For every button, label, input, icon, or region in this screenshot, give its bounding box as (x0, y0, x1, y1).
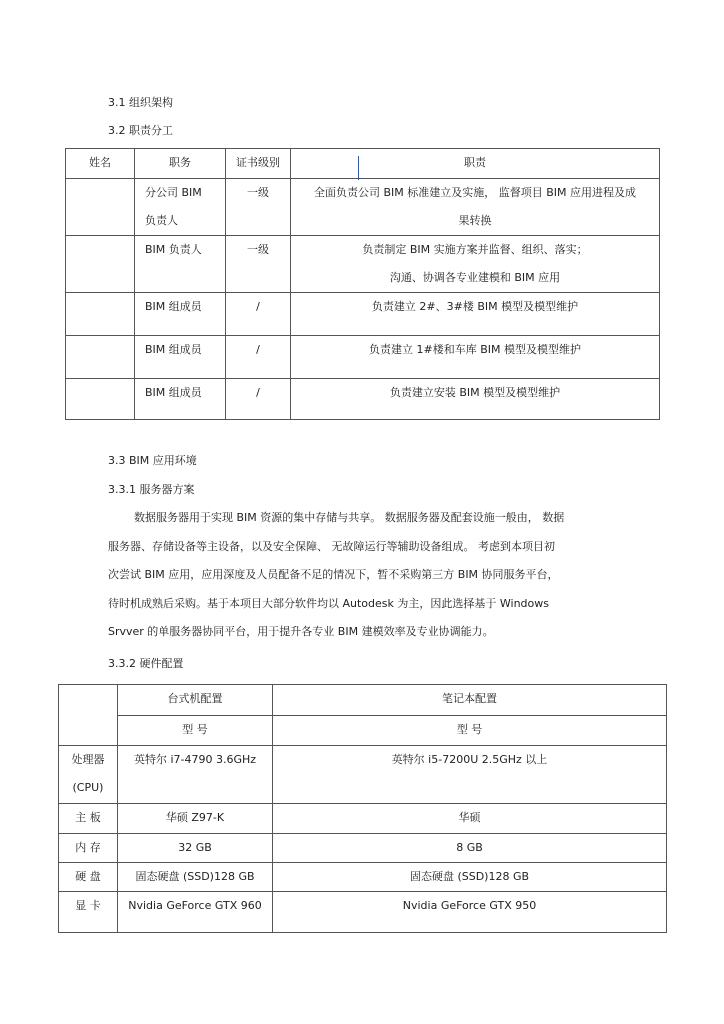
desktop-value: Nvidia GeForce GTX 960 (118, 892, 273, 933)
hardware-table (58, 684, 667, 933)
duty-line: 负责制定 BIM 实施方案并监督、组织、落实； (362, 243, 588, 256)
section-3-1-heading: 3.1 组织架构 (108, 96, 173, 109)
name-cell (66, 336, 135, 379)
desktop-model-label: 型 号 (118, 716, 273, 746)
label-line: 处理器 (71, 753, 105, 766)
paragraph-line: Srvver 的单服务器协同平台，用于提升各专业 BIM 建模效率及专业协调能力。 (108, 625, 494, 638)
duty-cell (291, 236, 660, 293)
desktop-value: 英特尔 i7-4790 3.6GHz (118, 746, 273, 804)
table-row (59, 892, 667, 933)
position-cell: BIM 负责人 (135, 236, 226, 293)
duty-table-header (66, 149, 660, 179)
desktop-value: 32 GB (118, 834, 273, 863)
position-cell: BIM 组成员 (135, 293, 226, 336)
laptop-value: 英特尔 i5-7200U 2.5GHz 以上 (273, 746, 667, 804)
name-cell (66, 379, 135, 420)
hardware-corner-cell (59, 685, 118, 746)
table-row (66, 179, 660, 236)
section-3-3-2-heading: 3.3.2 硬件配置 (108, 657, 184, 670)
duty-line: 全面负责公司 BIM 标准建立及实施， 监督项目 BIM 应用进程及成 (313, 186, 637, 199)
header-level: 证书级别 (226, 149, 291, 179)
desktop-value: 华硕 Z97-K (118, 804, 273, 834)
hardware-model-row (59, 716, 667, 746)
level-cell: / (226, 336, 291, 379)
laptop-model-label: 型 号 (273, 716, 667, 746)
table-row (66, 379, 660, 420)
laptop-value: 固态硬盘 (SSD)128 GB (273, 863, 667, 892)
component-label (59, 746, 118, 804)
component-label: 显 卡 (59, 892, 118, 933)
position-cell: BIM 组成员 (135, 379, 226, 420)
desktop-value: 固态硬盘 (SSD)128 GB (118, 863, 273, 892)
header-duty: 职责 (291, 149, 660, 179)
table-row (59, 746, 667, 804)
name-cell (66, 293, 135, 336)
duty-line: 沟通、协调各专业建模和 BIM 应用 (389, 271, 561, 284)
section-3-3-1-heading: 3.3.1 服务器方案 (108, 483, 195, 496)
laptop-value: 8 GB (273, 834, 667, 863)
position-cell (135, 179, 226, 236)
duty-line: 果转换 (458, 214, 492, 227)
duty-table (65, 148, 660, 420)
duty-cell: 负责建立安装 BIM 模型及模型维护 (291, 379, 660, 420)
position-line: 分公司 BIM (145, 186, 202, 199)
laptop-header: 笔记本配置 (273, 685, 667, 716)
table-row (59, 863, 667, 892)
header-name: 姓名 (66, 149, 135, 179)
paragraph-line: 次尝试 BIM 应用，应用深度及人员配备不足的情况下，暂不采购第三方 BIM 协同服务平台， (108, 568, 559, 581)
desktop-header: 台式机配置 (118, 685, 273, 716)
level-cell: 一级 (226, 179, 291, 236)
hardware-header-row (59, 685, 667, 716)
component-label: 内 存 (59, 834, 118, 863)
position-line: 负责人 (145, 214, 178, 227)
header-position: 职务 (135, 149, 226, 179)
laptop-value: 华硕 (273, 804, 667, 834)
component-label: 硬 盘 (59, 863, 118, 892)
table-row (59, 834, 667, 863)
name-cell (66, 236, 135, 293)
paragraph-line: 服务器、存储设备等主设备，以及安全保障、 无故障运行等辅助设备组成。 考虑到本项目初 (108, 540, 555, 553)
duty-cell: 负责建立 1#楼和车库 BIM 模型及模型维护 (291, 336, 660, 379)
table-row (59, 804, 667, 834)
component-label: 主 板 (59, 804, 118, 834)
label-line: (CPU) (72, 781, 104, 794)
text-cursor (358, 156, 359, 180)
position-cell: BIM 组成员 (135, 336, 226, 379)
table-row (66, 336, 660, 379)
level-cell: / (226, 379, 291, 420)
table-row (66, 293, 660, 336)
name-cell (66, 179, 135, 236)
paragraph-line: 待时机成熟后采购。基于本项目大部分软件均以 Autodesk 为主，因此选择基于 Windows (108, 597, 549, 610)
level-cell: 一级 (226, 236, 291, 293)
duty-cell: 负责建立 2#、3#楼 BIM 模型及模型维护 (291, 293, 660, 336)
laptop-value: Nvidia GeForce GTX 950 (273, 892, 667, 933)
section-3-2-heading: 3.2 职责分工 (108, 124, 173, 137)
duty-cell (291, 179, 660, 236)
level-cell: / (226, 293, 291, 336)
paragraph-line: 数据服务器用于实现 BIM 资源的集中存储与共享。 数据服务器及配套设施一般由， 数据 (134, 511, 565, 524)
table-row (66, 236, 660, 293)
section-3-3-heading: 3.3 BIM 应用环境 (108, 454, 197, 467)
